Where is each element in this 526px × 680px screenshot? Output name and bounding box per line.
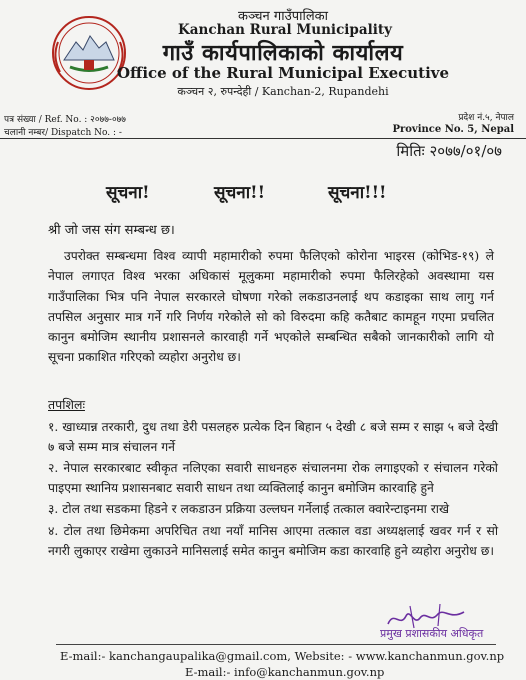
reference-number: पत्र संख्या / Ref. No. : २०७७-०७७ xyxy=(4,115,126,125)
footer-email: E-mail:- info@kanchanmun.gov.np xyxy=(185,665,385,679)
municipality-name-np: कञ्चन गाउँपालिका xyxy=(237,9,328,24)
office-address: कञ्चन २, रुपन्देही / Kanchan-2, Rupandehi xyxy=(177,85,389,98)
notice-heading-1: सूचना! xyxy=(106,183,150,203)
tapsil-heading: तपशिलः xyxy=(48,397,85,412)
notice-heading-2: सूचना!! xyxy=(214,183,266,203)
office-name-en: Office of the Rural Municipal Executive xyxy=(116,64,450,82)
footer-contact: E-mail:- kanchangaupalika@gmail.com, Website: - www.kanchanmun.gov.np xyxy=(60,649,505,663)
signatory-title: प्रमुख प्रशासकीय अधिकृत xyxy=(380,627,484,640)
footer-divider xyxy=(56,644,496,645)
province-np: प्रदेश नं.५, नेपाल xyxy=(458,113,514,123)
instruction-list xyxy=(48,418,498,563)
notice-heading-3: सूचना!!! xyxy=(328,183,387,203)
salutation: श्री जो जस संग सम्बन्ध छ। xyxy=(48,223,175,238)
list-item: १. खाध्यान्न तरकारी, दुध तथा डेरी पसलहरु प्रत्येक दिन बिहान ५ देखी ८ बजे सम्म र साझ ५ बजे देखी ७ बजे सम्म मात्र संचालन गर्ने xyxy=(48,420,498,454)
office-name-np: गाउँ कार्यपालिकाको कार्यालय xyxy=(162,40,404,66)
province-en: Province No. 5, Nepal xyxy=(392,124,514,135)
header-divider xyxy=(0,138,526,139)
dispatch-number: चलानी नम्बर/ Dispatch No. : - xyxy=(4,128,122,138)
list-item: ३. टोल तथा सडकमा हिडने र लकडाउन प्रक्रिया उल्लघन गर्नेलाई तत्काल क्वारेन्टाइनमा राखे xyxy=(48,502,450,517)
list-item: ४. टोल तथा छिमेकमा अपरिचित तथा नयाँ मानिस आएमा तत्काल वडा अध्यक्षलाई खवर गर्न र सो नगरी लुकाएर राखेमा लुकाउने मानिसलाई समेत कानुन बमोजिम कडा कारवाहि हुने व्यहोरा अनुरोध छ। xyxy=(48,523,498,558)
list-item: २. नेपाल सरकारबाट स्वीकृत नलिएका सवारी साधनहरु संचालनमा रोक लगाइएको र संचालन गरेको पाइएमा स्थानिय प्रशासनबाट सवारी साधन तथा व्यक्तिलाई कानुन बमोजिम कारवाहि हुने xyxy=(48,461,498,495)
municipality-name-en: Kanchan Rural Municipality xyxy=(178,22,392,38)
notice-body xyxy=(48,246,494,368)
body-paragraph: उपरोक्त सम्बन्धमा विश्व व्यापी महामारीको रुपमा फैलिएको कोरोना भाइरस (कोभिड-१९) ले नेपाल लगाएत विश्व भरका अधिकासं मूलुकमा महामारीको रुपमा फैलिरहेको अवस्थामा यस गाउँपालिका भित्र पनि नेपाल सरकारले घोषणा गरेको लकडाउनलाई थप कडाइका साथ लागु गर्न तपसिल अनुसार मात्र गर्ने गरि निर्णय गरेकोले सो को विरुदमा कहि कतैबाट कामहून गएमा प्रचलित कानुन बमोजिम स्थानीय प्रशासनले कारवाही गर्ने भएकोले सम्बन्धित सबैको जानकारीको लागि यो सूचना प्रकाशित गरिएको व्यहोरा अनुरोध छ। xyxy=(48,249,494,365)
letter-date: मितिः २०७७/०१/०७ xyxy=(396,142,502,160)
